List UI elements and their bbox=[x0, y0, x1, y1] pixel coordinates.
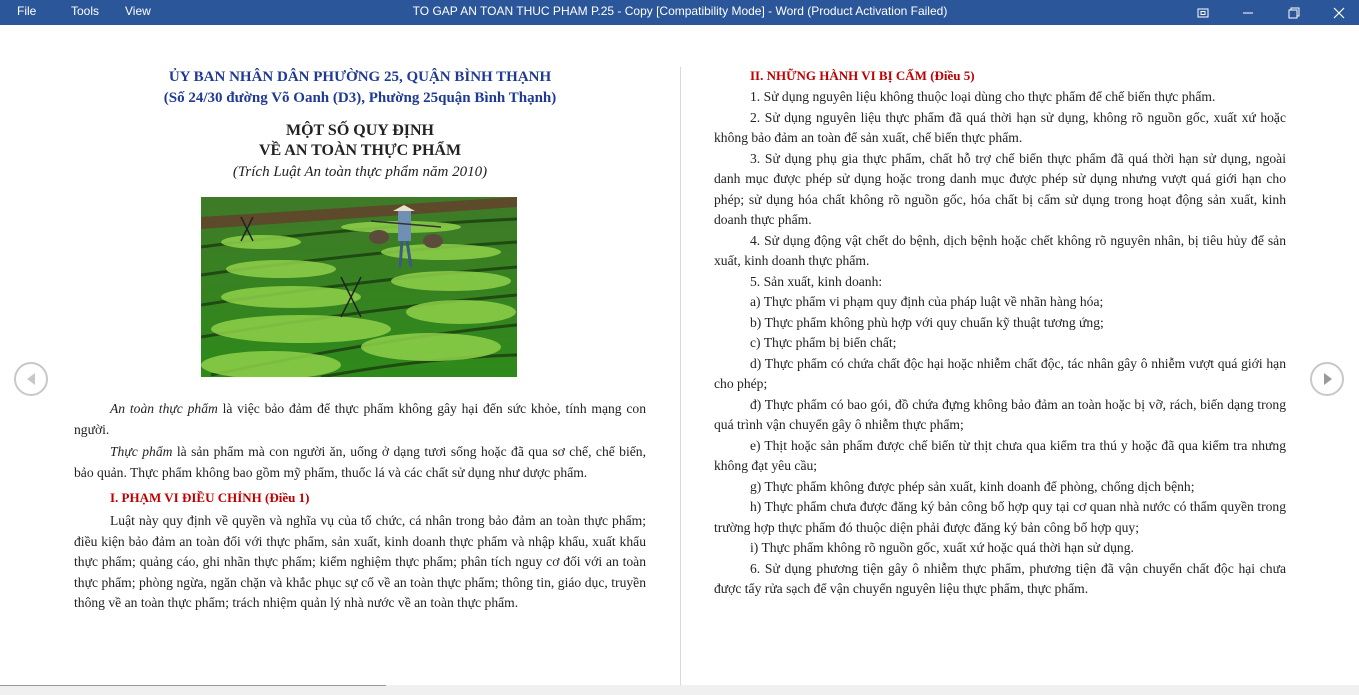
window-title: TO GAP AN TOAN THUC PHAM P.25 - Copy [Compatibility Mode] - Word (Product Activation Failed) bbox=[412, 4, 948, 18]
vegetable-field-photo bbox=[201, 197, 517, 377]
menu-file[interactable]: File bbox=[17, 4, 37, 18]
section2-heading: II. NHỮNG HÀNH VI BỊ CẤM (Điều 5) bbox=[750, 68, 975, 83]
doc-subtitle: (Trích Luật An toàn thực phẩm năm 2010) bbox=[232, 164, 488, 180]
status-bar-divider bbox=[0, 685, 386, 686]
next-page-icon[interactable] bbox=[1310, 362, 1344, 396]
document-page bbox=[0, 25, 1359, 685]
title-bar bbox=[0, 0, 1359, 25]
doc-title-line1: MỘT SỐ QUY ĐỊNH bbox=[285, 122, 434, 139]
prohibited-subitem: đ) Thực phẩm có bao gói, đồ chứa đựng không bảo đảm an toàn hoặc bị vỡ, rách, biến dạng trong quá trình vận chuyển gây ô nhiễm thực phẩm; bbox=[714, 396, 1286, 432]
prohibited-subitem: e) Thịt hoặc sản phẩm được chế biến từ thịt chưa qua kiểm tra thú y hoặc đã qua kiểm tra nhưng không đạt yêu cầu; bbox=[714, 437, 1286, 473]
def1-text: là việc bảo đảm để thực phẩm không gây hại đến sức khỏe, tính mạng con người. bbox=[74, 401, 646, 437]
prohibited-subitem: h) Thực phẩm chưa được đăng ký bản công bố hợp quy tại cơ quan nhà nước có thẩm quyền trong trường hợp thực phẩm đó thuộc diện phải được đăng ký bản công bố hợp quy; bbox=[714, 499, 1286, 535]
restore-icon[interactable] bbox=[1271, 0, 1317, 25]
minimize-icon[interactable] bbox=[1225, 0, 1271, 25]
prohibited-item: 5. Sản xuất, kinh doanh: bbox=[750, 273, 883, 289]
def2-term: Thực phẩm bbox=[110, 444, 173, 459]
prohibited-item: 6. Sử dụng phương tiện gây ô nhiễm thực phẩm, phương tiện đã vận chuyển chất độc hại chưa được tẩy rửa sạch để vận chuyển nguyên liệu thực phẩm, thực phẩm. bbox=[714, 560, 1286, 596]
def2-text: là sản phẩm mà con người ăn, uống ở dạng tươi sống hoặc đã qua sơ chế, chế biến, bảo quản. Thực phẩm không bao gồm mỹ phẩm, thuốc lá và các chất sử dụng như dược phẩm. bbox=[74, 444, 646, 480]
definition-food-safety bbox=[74, 399, 646, 440]
prohibited-item: 3. Sử dụng phụ gia thực phẩm, chất hỗ trợ chế biến thực phẩm đã quá thời hạn sử dụng, ngoài danh mục được phép sử dụng hoặc trong danh mục được phép sử dụng nhưng vượt quá giới hạn cho phép; sử dụng hóa chất không rõ nguồn gốc, hóa chất bị cấm sử dụng trong hoạt động sản xuất, kinh doanh thực phẩm. bbox=[714, 150, 1286, 227]
def1-term: An toàn thực phẩm bbox=[110, 401, 218, 416]
definition-food bbox=[74, 442, 646, 483]
prohibited-subitem: a) Thực phẩm vi phạm quy định của pháp luật về nhãn hàng hóa; bbox=[750, 294, 1104, 309]
prev-page-icon[interactable] bbox=[14, 362, 48, 396]
menu-view[interactable]: View bbox=[125, 4, 151, 18]
left-page bbox=[74, 67, 646, 614]
section1-heading: I. PHẠM VI ĐIỀU CHỈNH (Điều 1) bbox=[110, 490, 310, 505]
menu-tools[interactable]: Tools bbox=[71, 4, 100, 18]
org-name: ỦY BAN NHÂN DÂN PHƯỜNG 25, QUẬN BÌNH THẠNH bbox=[168, 69, 552, 85]
prohibited-subitem: i) Thực phẩm không rõ nguồn gốc, xuất xứ hoặc quá thời hạn sử dụng. bbox=[750, 540, 1134, 555]
prohibited-item: 2. Sử dụng nguyên liệu thực phẩm đã quá thời hạn sử dụng, không rõ nguồn gốc, xuất xứ hoặc không bảo đảm an toàn để sản xuất, chế biến thực phẩm. bbox=[714, 109, 1286, 145]
close-icon[interactable] bbox=[1316, 0, 1359, 25]
page-divider bbox=[680, 67, 681, 685]
doc-title-line2: VỀ AN TOÀN THỰC PHẨM bbox=[258, 142, 462, 159]
focus-mode-icon[interactable] bbox=[1180, 0, 1226, 25]
prohibited-subitem: b) Thực phẩm không phù hợp với quy chuẩn kỹ thuật tương ứng; bbox=[750, 314, 1104, 330]
right-page bbox=[714, 67, 1286, 600]
section1-text: Luật này quy định về quyền và nghĩa vụ của tổ chức, cá nhân trong bảo đảm an toàn thực phẩm; điều kiện bảo đảm an toàn đối với thực phẩm, sản xuất, kinh doanh thực phẩm và nhập khẩu, xuất khẩu thực phẩm; quảng cáo, ghi nhãn thực phẩm; kiểm nghiệm thực phẩm; phân tích nguy cơ đối với an toàn thực phẩm; phòng ngừa, ngăn chặn và khắc phục sự cố về an toàn thực phẩm; thông tin, giáo dục, truyền thông về an toàn thực phẩm; trách nhiệm quản lý nhà nước về an toàn thực phẩm. bbox=[74, 513, 646, 610]
status-bar bbox=[0, 685, 1359, 695]
prohibited-item: 1. Sử dụng nguyên liệu không thuộc loại dùng cho thực phẩm để chế biến thực phẩm. bbox=[750, 89, 1216, 104]
prohibited-subitem: c) Thực phẩm bị biến chất; bbox=[750, 335, 897, 350]
prohibited-subitem: d) Thực phẩm có chứa chất độc hại hoặc nhiễm chất độc, tác nhân gây ô nhiễm vượt quá giới hạn cho phép; bbox=[714, 355, 1286, 391]
prohibited-item: 4. Sử dụng động vật chết do bệnh, dịch bệnh hoặc chết không rõ nguyên nhân, bị tiêu hủy để sản xuất, kinh doanh thực phẩm. bbox=[714, 232, 1286, 268]
prohibited-subitem: g) Thực phẩm không được phép sản xuất, kinh doanh để phòng, chống dịch bệnh; bbox=[750, 478, 1195, 494]
org-address: (Số 24/30 đường Võ Oanh (D3), Phường 25quận Bình Thạnh) bbox=[163, 90, 557, 106]
